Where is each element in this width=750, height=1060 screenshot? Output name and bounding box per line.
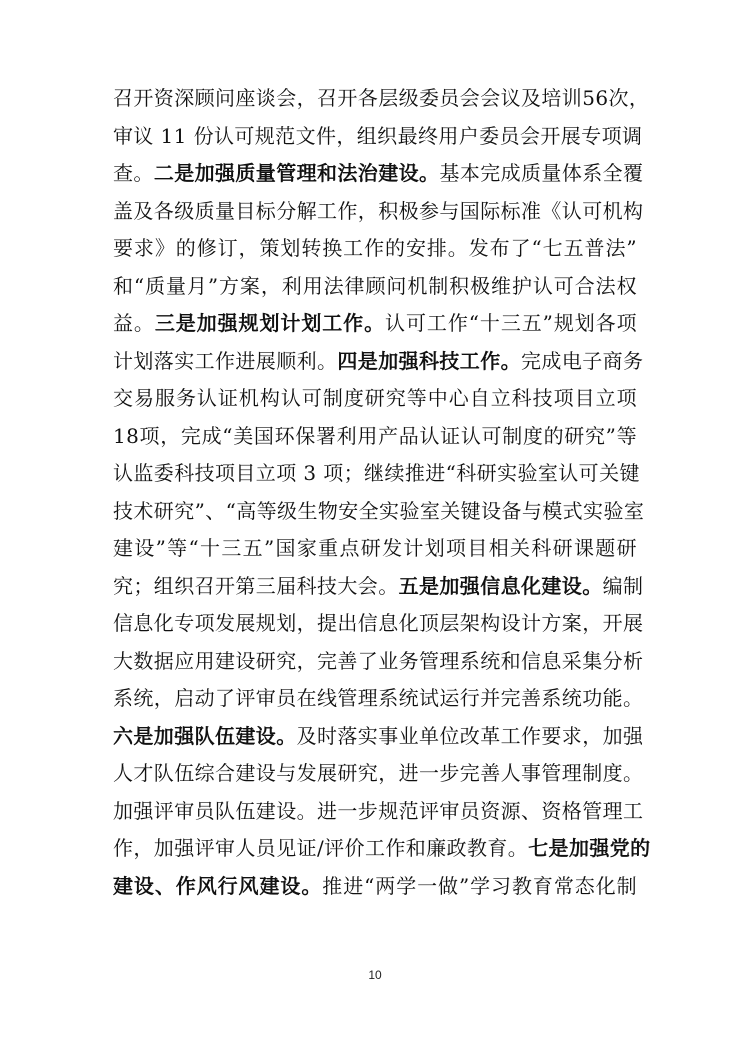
text-line <box>113 868 637 906</box>
text-line <box>113 718 644 756</box>
text-line <box>113 230 637 268</box>
text-line <box>113 268 637 306</box>
text-line <box>113 418 637 456</box>
text-line <box>113 793 644 831</box>
page-number: 10 <box>368 968 382 982</box>
body-text-segment: 技术研究”、“高等级生物安全实验室关键设备与模式实验室 <box>113 498 645 523</box>
bold-heading-text: 六是加强队伍建设。 <box>113 723 297 748</box>
bold-heading-text: 七是加强党的 <box>528 836 651 860</box>
text-line <box>113 455 640 493</box>
body-text-segment: 基本完成质量体系全覆 <box>439 161 644 185</box>
text-line <box>113 755 644 793</box>
body-text-segment: 究；组织召开第三届科技大会。 <box>113 573 399 598</box>
body-text-segment: 召开资深顾问座谈会，召开各层级委员会会议及培训56次， <box>113 86 650 110</box>
body-text-segment: 审议 11 份认可规范文件，组织最终用户委员会开展专项调 <box>113 123 643 148</box>
body-text-segment: 及时落实事业单位改革工作要求，加强 <box>296 723 644 748</box>
body-text-segment: 推进“两学一做”学习教育常态化制 <box>322 873 637 898</box>
text-line <box>113 680 644 718</box>
body-text-segment: 查。 <box>113 161 154 185</box>
body-text-segment: 益。 <box>113 311 155 335</box>
body-text-segment: 要求》的修订，策划转换工作的安排。发布了“七五普法” <box>113 236 637 260</box>
body-text-segment: 认可工作“十三五”规划各项 <box>385 311 637 335</box>
text-line <box>113 343 644 381</box>
body-text-segment: 完成电子商务 <box>521 348 644 373</box>
text-line <box>113 643 644 681</box>
text-line <box>113 80 650 118</box>
body-text-segment: 编制 <box>602 573 644 598</box>
text-line <box>113 380 637 418</box>
body-text-segment: 18项，完成“美国环保署利用产品认证认可制度的研究”等 <box>113 423 637 448</box>
bold-heading-text: 建设、作风行风建设。 <box>113 873 323 898</box>
body-text-segment: 和“质量月”方案，利用法律顾问机制积极维护认可合法权 <box>113 273 637 298</box>
body-text-segment: 计划落实工作进展顺利。 <box>113 348 338 373</box>
body-text-segment: 系统，启动了评审员在线管理系统试运行并完善系统功能。 <box>113 686 644 710</box>
text-line <box>113 155 644 193</box>
body-text-segment: 盖及各级质量目标分解工作，积极参与国际标准《认可机构 <box>113 198 644 223</box>
text-line <box>113 568 644 606</box>
bold-heading-text: 四是加强科技工作。 <box>337 348 522 373</box>
bold-heading-text: 二是加强质量管理和法治建设。 <box>153 161 440 185</box>
body-text-segment: 大数据应用建设研究，完善了业务管理系统和信息采集分析 <box>113 648 644 673</box>
text-line <box>113 530 637 568</box>
body-text-segment: 人才队伍综合建设与发展研究，进一步完善人事管理制度。 <box>113 761 644 785</box>
text-line <box>113 193 644 231</box>
body-text-segment: 加强评审员队伍建设。进一步规范评审员资源、资格管理工 <box>113 798 644 823</box>
text-line <box>113 605 644 643</box>
text-line <box>113 305 637 343</box>
body-text-segment: 交易服务认证机构认可制度研究等中心自立科技项目立项 <box>113 386 637 410</box>
text-line <box>113 830 651 868</box>
text-line <box>113 493 645 531</box>
body-text-segment: 建设”等“十三五”国家重点研发计划项目相关科研课题研 <box>113 536 637 560</box>
bold-heading-text: 三是加强规划计划工作。 <box>154 311 386 335</box>
body-text-segment: 作，加强评审人员见证/评价工作和廉政教育。 <box>113 836 529 860</box>
body-text-segment: 认监委科技项目立项 3 项；继续推进“科研实验室认可关键 <box>113 461 640 485</box>
bold-heading-text: 五是加强信息化建设。 <box>398 573 603 598</box>
body-text-segment: 信息化专项发展规划，提出信息化顶层架构设计方案，开展 <box>113 611 644 635</box>
body-paragraph <box>113 80 651 905</box>
text-line <box>113 118 643 156</box>
